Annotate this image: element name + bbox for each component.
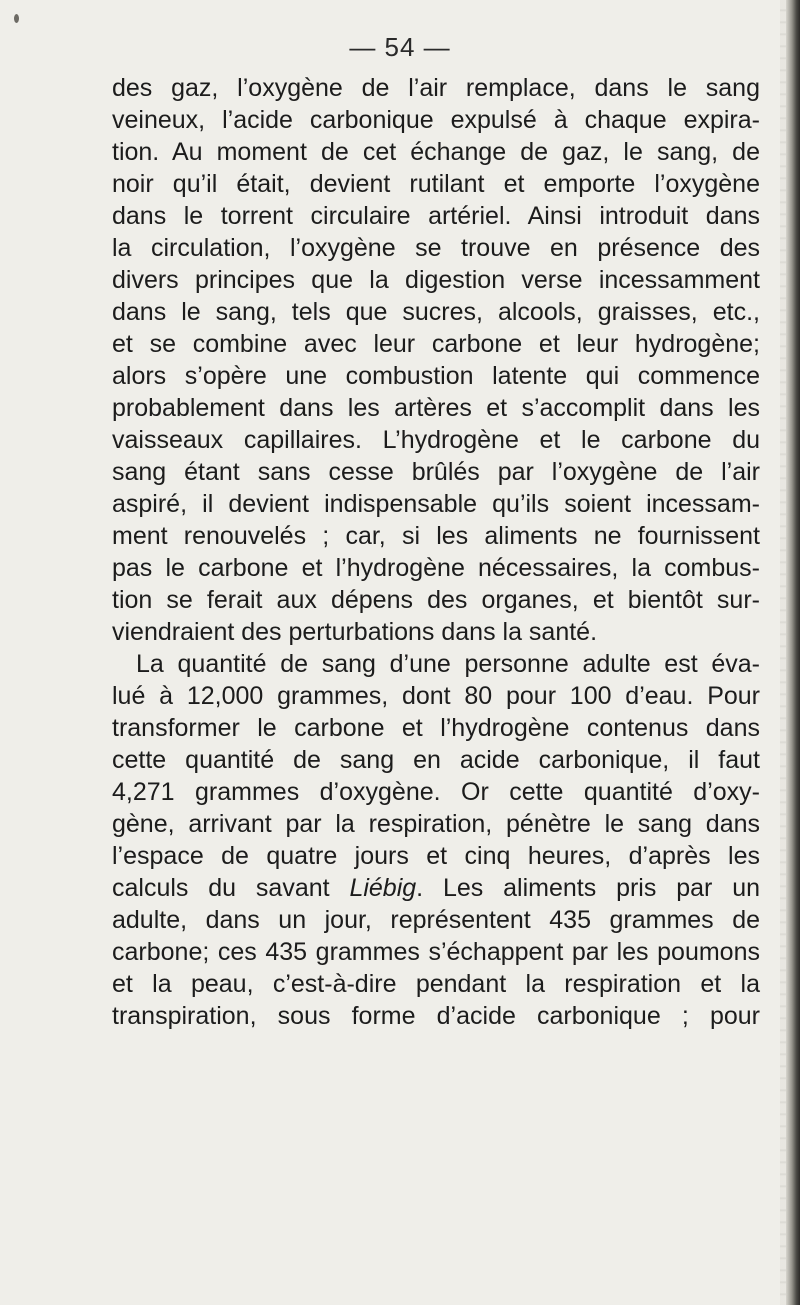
text-line: 4,271 grammes d’oxygène. Or cette quantité d’oxy- <box>112 778 760 806</box>
text-line: veineux, l’acide carbonique expulsé à chaque expira- <box>112 106 760 134</box>
page-edge-shadow <box>786 0 800 1305</box>
text-line: l’espace de quatre jours et cinq heures, d’après les <box>112 842 760 870</box>
text-line: lué à 12,000 grammes, dont 80 pour 100 d’eau. Pour <box>112 682 760 710</box>
text-line-paragraph-start: La quantité de sang d’une personne adulte est éva- <box>136 650 760 678</box>
text-line: aspiré, il devient indispensable qu’ils soient incessam- <box>112 490 760 518</box>
page-number: — 54 — <box>349 32 451 62</box>
text-line: probablement dans les artères et s’accomplit dans les <box>112 394 760 422</box>
body-text <box>112 72 760 1032</box>
text-line: noir qu’il était, devient rutilant et emporte l’oxygène <box>112 170 760 198</box>
text-line: dans le torrent circulaire artériel. Ainsi introduit dans <box>112 202 760 230</box>
text-line: adulte, dans un jour, représentent 435 grammes de <box>112 906 760 934</box>
text-line-paragraph-end: viendraient des perturbations dans la santé. <box>112 618 598 646</box>
text-line-with-name <box>112 872 760 904</box>
text-line: dans le sang, tels que sucres, alcools, graisses, etc., <box>112 298 760 326</box>
text-line: tion se ferait aux dépens des organes, et bientôt sur- <box>112 586 760 614</box>
author-name-liebig: Liébig <box>349 874 417 902</box>
text-line: transformer le carbone et l’hydrogène contenus dans <box>112 714 760 742</box>
text-line: sang étant sans cesse brûlés par l’oxygène de l’air <box>112 458 760 486</box>
paper-speck <box>14 14 19 23</box>
text-line: et la peau, c’est-à-dire pendant la respiration et la <box>112 970 760 998</box>
text-line: carbone; ces 435 grammes s’échappent par les poumons <box>112 938 760 966</box>
text-line-head: calculs du savant <box>112 874 350 902</box>
text-line: ment renouvelés ; car, si les aliments ne fournissent <box>112 522 760 550</box>
text-line: tion. Au moment de cet échange de gaz, le sang, de <box>112 138 760 166</box>
text-line: pas le carbone et l’hydrogène nécessaires, la combus- <box>112 554 760 582</box>
text-line-tail: . Les aliments pris par un <box>416 874 760 902</box>
text-line: cette quantité de sang en acide carbonique, il faut <box>112 746 760 774</box>
text-line: et se combine avec leur carbone et leur hydrogène; <box>112 330 760 358</box>
text-line: vaisseaux capillaires. L’hydrogène et le carbone du <box>112 426 760 454</box>
text-line: gène, arrivant par la respiration, pénètre le sang dans <box>112 810 760 838</box>
text-line: des gaz, l’oxygène de l’air remplace, dans le sang <box>112 74 760 102</box>
text-line: divers principes que la digestion verse incessamment <box>112 266 760 294</box>
text-line: la circulation, l’oxygène se trouve en présence des <box>112 234 760 262</box>
text-line: alors s’opère une combustion latente qui commence <box>112 362 760 390</box>
text-line: transpiration, sous forme d’acide carbonique ; pour <box>112 1002 760 1030</box>
